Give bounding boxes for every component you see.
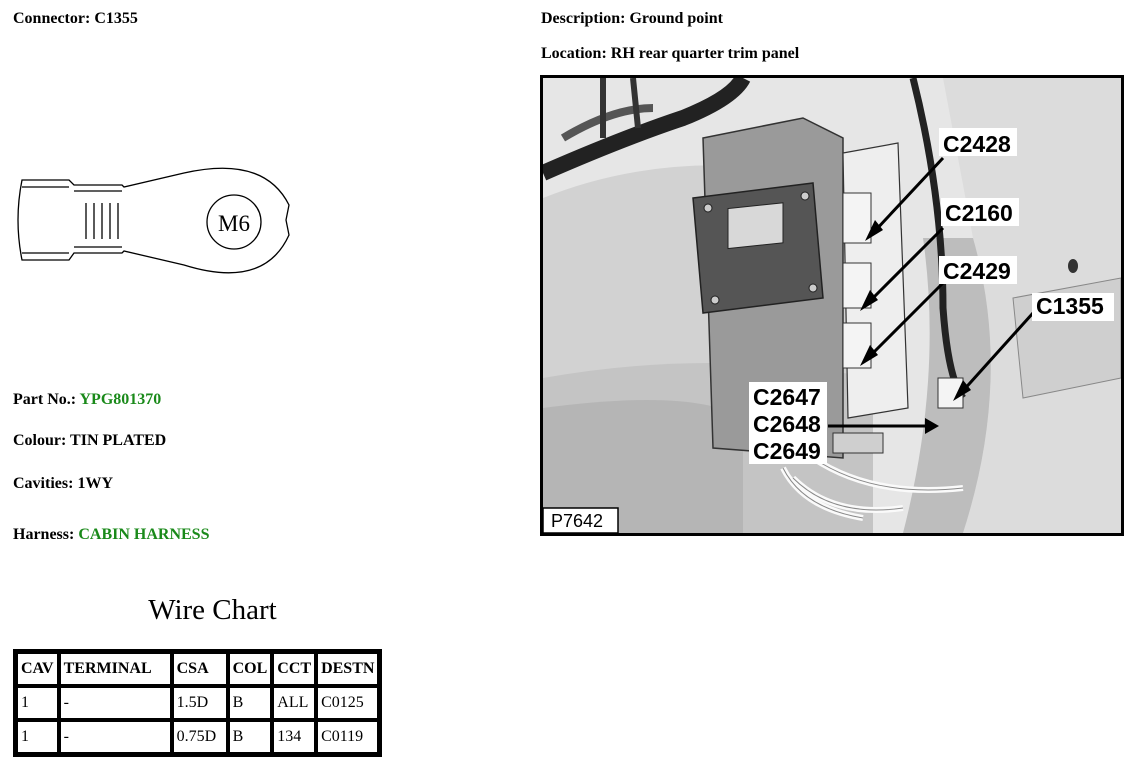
col-terminal: TERMINAL: [59, 652, 172, 686]
col-csa: CSA: [172, 652, 228, 686]
cell-terminal: -: [59, 720, 172, 754]
cavities-label: Cavities:: [13, 475, 74, 492]
cell-col: B: [228, 686, 273, 720]
location-illustration: [543, 78, 1121, 533]
location-field: [541, 45, 799, 63]
harness-value: CABIN HARNESS: [78, 526, 210, 543]
cell-csa: 0.75D: [172, 720, 228, 754]
connector-field: [13, 10, 138, 28]
picture-code: P7642: [551, 511, 604, 531]
cell-cct: 134: [272, 720, 316, 754]
location-label: Location:: [541, 45, 607, 62]
col-destn: DESTN: [316, 652, 379, 686]
callout-c2647: C2647: [753, 384, 821, 410]
harness-label: Harness:: [13, 526, 75, 543]
callout-c2429: C2429: [943, 258, 1011, 284]
callout-c2428: C2428: [943, 131, 1011, 157]
description-value: Ground point: [629, 10, 723, 27]
cavities-value: 1WY: [77, 475, 113, 492]
col-col: COL: [228, 652, 273, 686]
col-cct: CCT: [272, 652, 316, 686]
table-row: [16, 686, 379, 720]
description-field: [541, 10, 723, 28]
harness-field: [13, 526, 209, 544]
cavities-field: [13, 475, 113, 493]
col-cav: CAV: [16, 652, 59, 686]
location-value: RH rear quarter trim panel: [610, 45, 800, 62]
callout-c2649: C2649: [753, 438, 821, 464]
colour-field: [13, 432, 166, 450]
cell-destn: C0119: [316, 720, 379, 754]
wire-chart-title: Wire Chart: [148, 594, 277, 626]
part-no-field: [13, 391, 161, 409]
table-header-row: [16, 652, 379, 686]
callout-c1355: C1355: [1036, 293, 1104, 319]
connector-value: C1355: [94, 10, 138, 27]
cell-destn: C0125: [316, 686, 379, 720]
drawing-marking: M6: [218, 211, 250, 236]
cell-csa: 1.5D: [172, 686, 228, 720]
cell-terminal: -: [59, 686, 172, 720]
callout-c2648: C2648: [753, 411, 821, 437]
cell-cav: 1: [16, 720, 59, 754]
ring-terminal-drawing: [14, 165, 304, 285]
cell-col: B: [228, 720, 273, 754]
callout-c2160: C2160: [945, 200, 1013, 226]
table-row: [16, 720, 379, 754]
location-photo: [540, 75, 1124, 536]
cell-cct: ALL: [272, 686, 316, 720]
colour-label: Colour:: [13, 432, 67, 449]
description-label: Description:: [541, 10, 626, 27]
wire-chart-table: [13, 649, 382, 757]
connector-label: Connector:: [13, 10, 91, 27]
colour-value: TIN PLATED: [70, 432, 167, 449]
part-no-value: YPG801370: [79, 391, 162, 408]
part-no-label: Part No.:: [13, 391, 77, 408]
cell-cav: 1: [16, 686, 59, 720]
